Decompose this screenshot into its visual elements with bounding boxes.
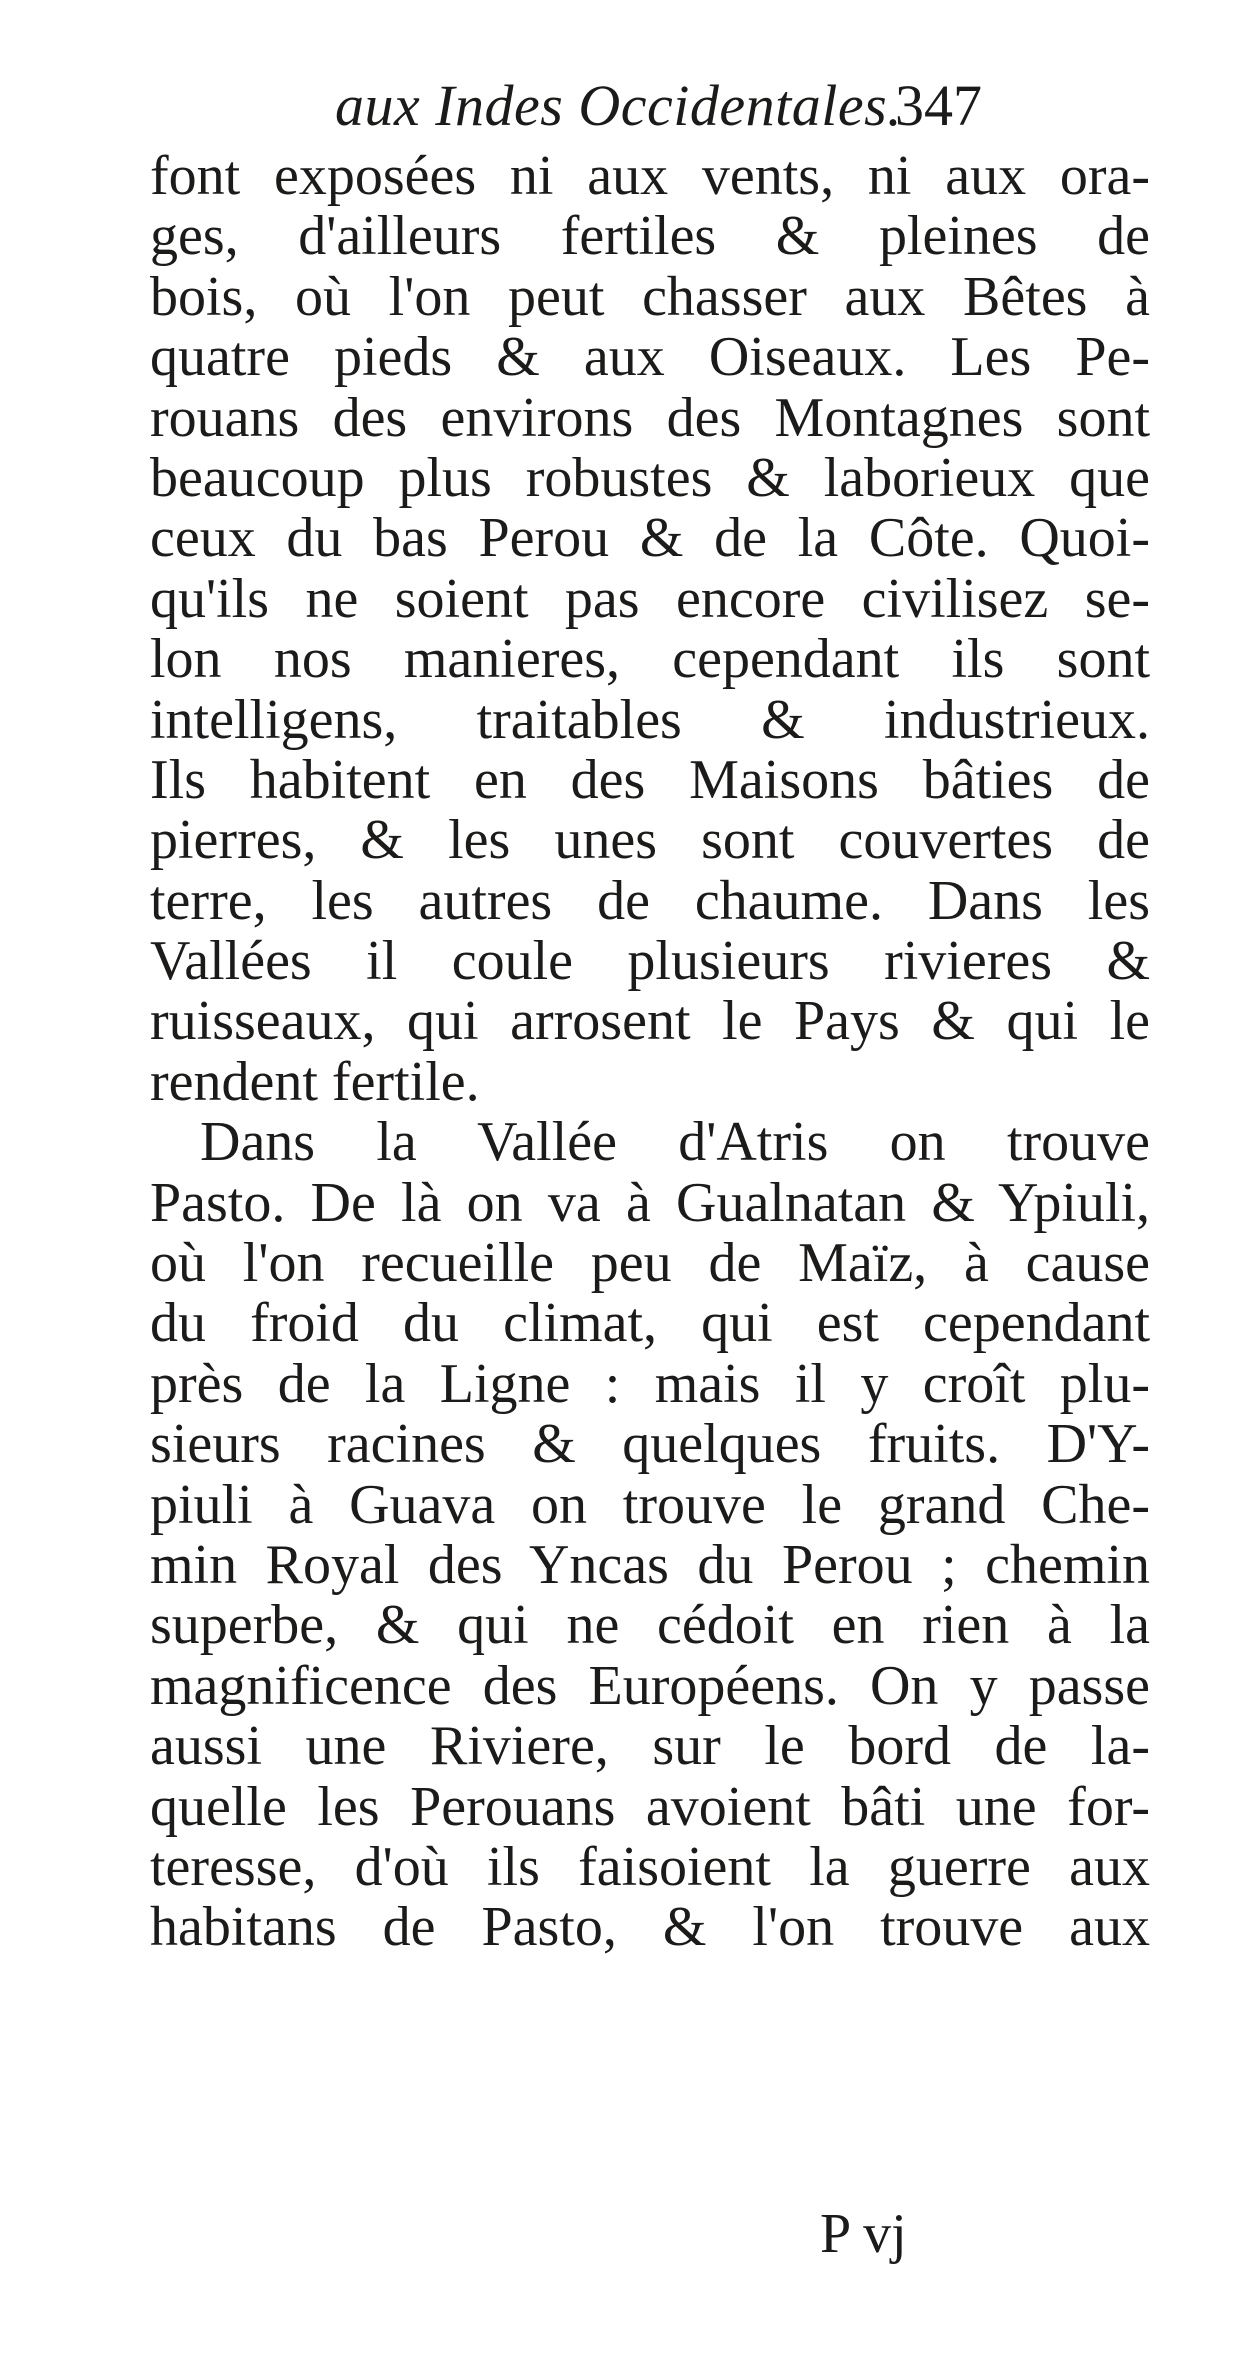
page-number: 347	[895, 73, 982, 138]
text-line: ceux du bas Perou & de la Côte. Quoi-	[150, 507, 1150, 570]
text-line: habitans de Pasto, & l'on trouve aux	[150, 1896, 1150, 1959]
page-header	[150, 66, 1150, 146]
text-line: teresse, d'où ils faisoient la guerre aux	[150, 1835, 1150, 1898]
text-line: Dans la Vallée d'Atris on trouve	[200, 1111, 1150, 1174]
text-line: près de la Ligne : mais il y croît plu-	[150, 1352, 1150, 1415]
running-title: aux Indes Occidentales.	[335, 73, 903, 138]
text-line: font exposées ni aux vents, ni aux ora-	[150, 145, 1150, 207]
text-line: ruisseaux, qui arrosent le Pays & qui le	[150, 990, 1150, 1053]
text-line: magnificence des Européens. On y passe	[150, 1654, 1150, 1717]
text-line: min Royal des Yncas du Perou ; chemin	[150, 1533, 1150, 1596]
text-line: où l'on recueille peu de Maïz, à cause	[150, 1232, 1150, 1295]
text-line: Pasto. De là on va à Gualnatan & Ypiuli,	[150, 1171, 1150, 1234]
body-text	[150, 146, 1150, 1958]
text-line: qu'ils ne soient pas encore civilisez se-	[150, 567, 1150, 630]
text-line: rouans des environs des Montagnes sont	[150, 386, 1150, 449]
text-line: sieurs racines & quelques fruits. D'Y-	[150, 1413, 1150, 1476]
text-line: Ils habitent en des Maisons bâties de	[150, 748, 1150, 811]
text-line: quelle les Perouans avoient bâti une for-	[150, 1775, 1150, 1838]
text-line: rendent fertile.	[150, 1050, 480, 1113]
text-line: pierres, & les unes sont couvertes de	[150, 809, 1150, 872]
text-line: ges, d'ailleurs fertiles & pleines de	[150, 205, 1150, 268]
text-line: superbe, & qui ne cédoit en rien à la	[150, 1594, 1150, 1657]
text-line: du froid du climat, qui est cependant	[150, 1292, 1150, 1355]
text-line: bois, où l'on peut chasser aux Bêtes à	[150, 265, 1150, 328]
text-line: terre, les autres de chaume. Dans les	[150, 869, 1150, 932]
text-line: beaucoup plus robustes & laborieux que	[150, 446, 1150, 509]
text-line: quatre pieds & aux Oiseaux. Les Pe-	[150, 326, 1150, 389]
text-line: intelligens, traitables & industrieux.	[150, 688, 1150, 751]
text-line: lon nos manieres, cependant ils sont	[150, 628, 1150, 691]
text-line: aussi une Riviere, sur le bord de la-	[150, 1715, 1150, 1778]
signature-mark: P vj	[820, 2203, 907, 2265]
text-line: Vallées il coule plusieurs rivieres &	[150, 930, 1150, 993]
text-line: piuli à Guava on trouve le grand Che-	[150, 1473, 1150, 1536]
